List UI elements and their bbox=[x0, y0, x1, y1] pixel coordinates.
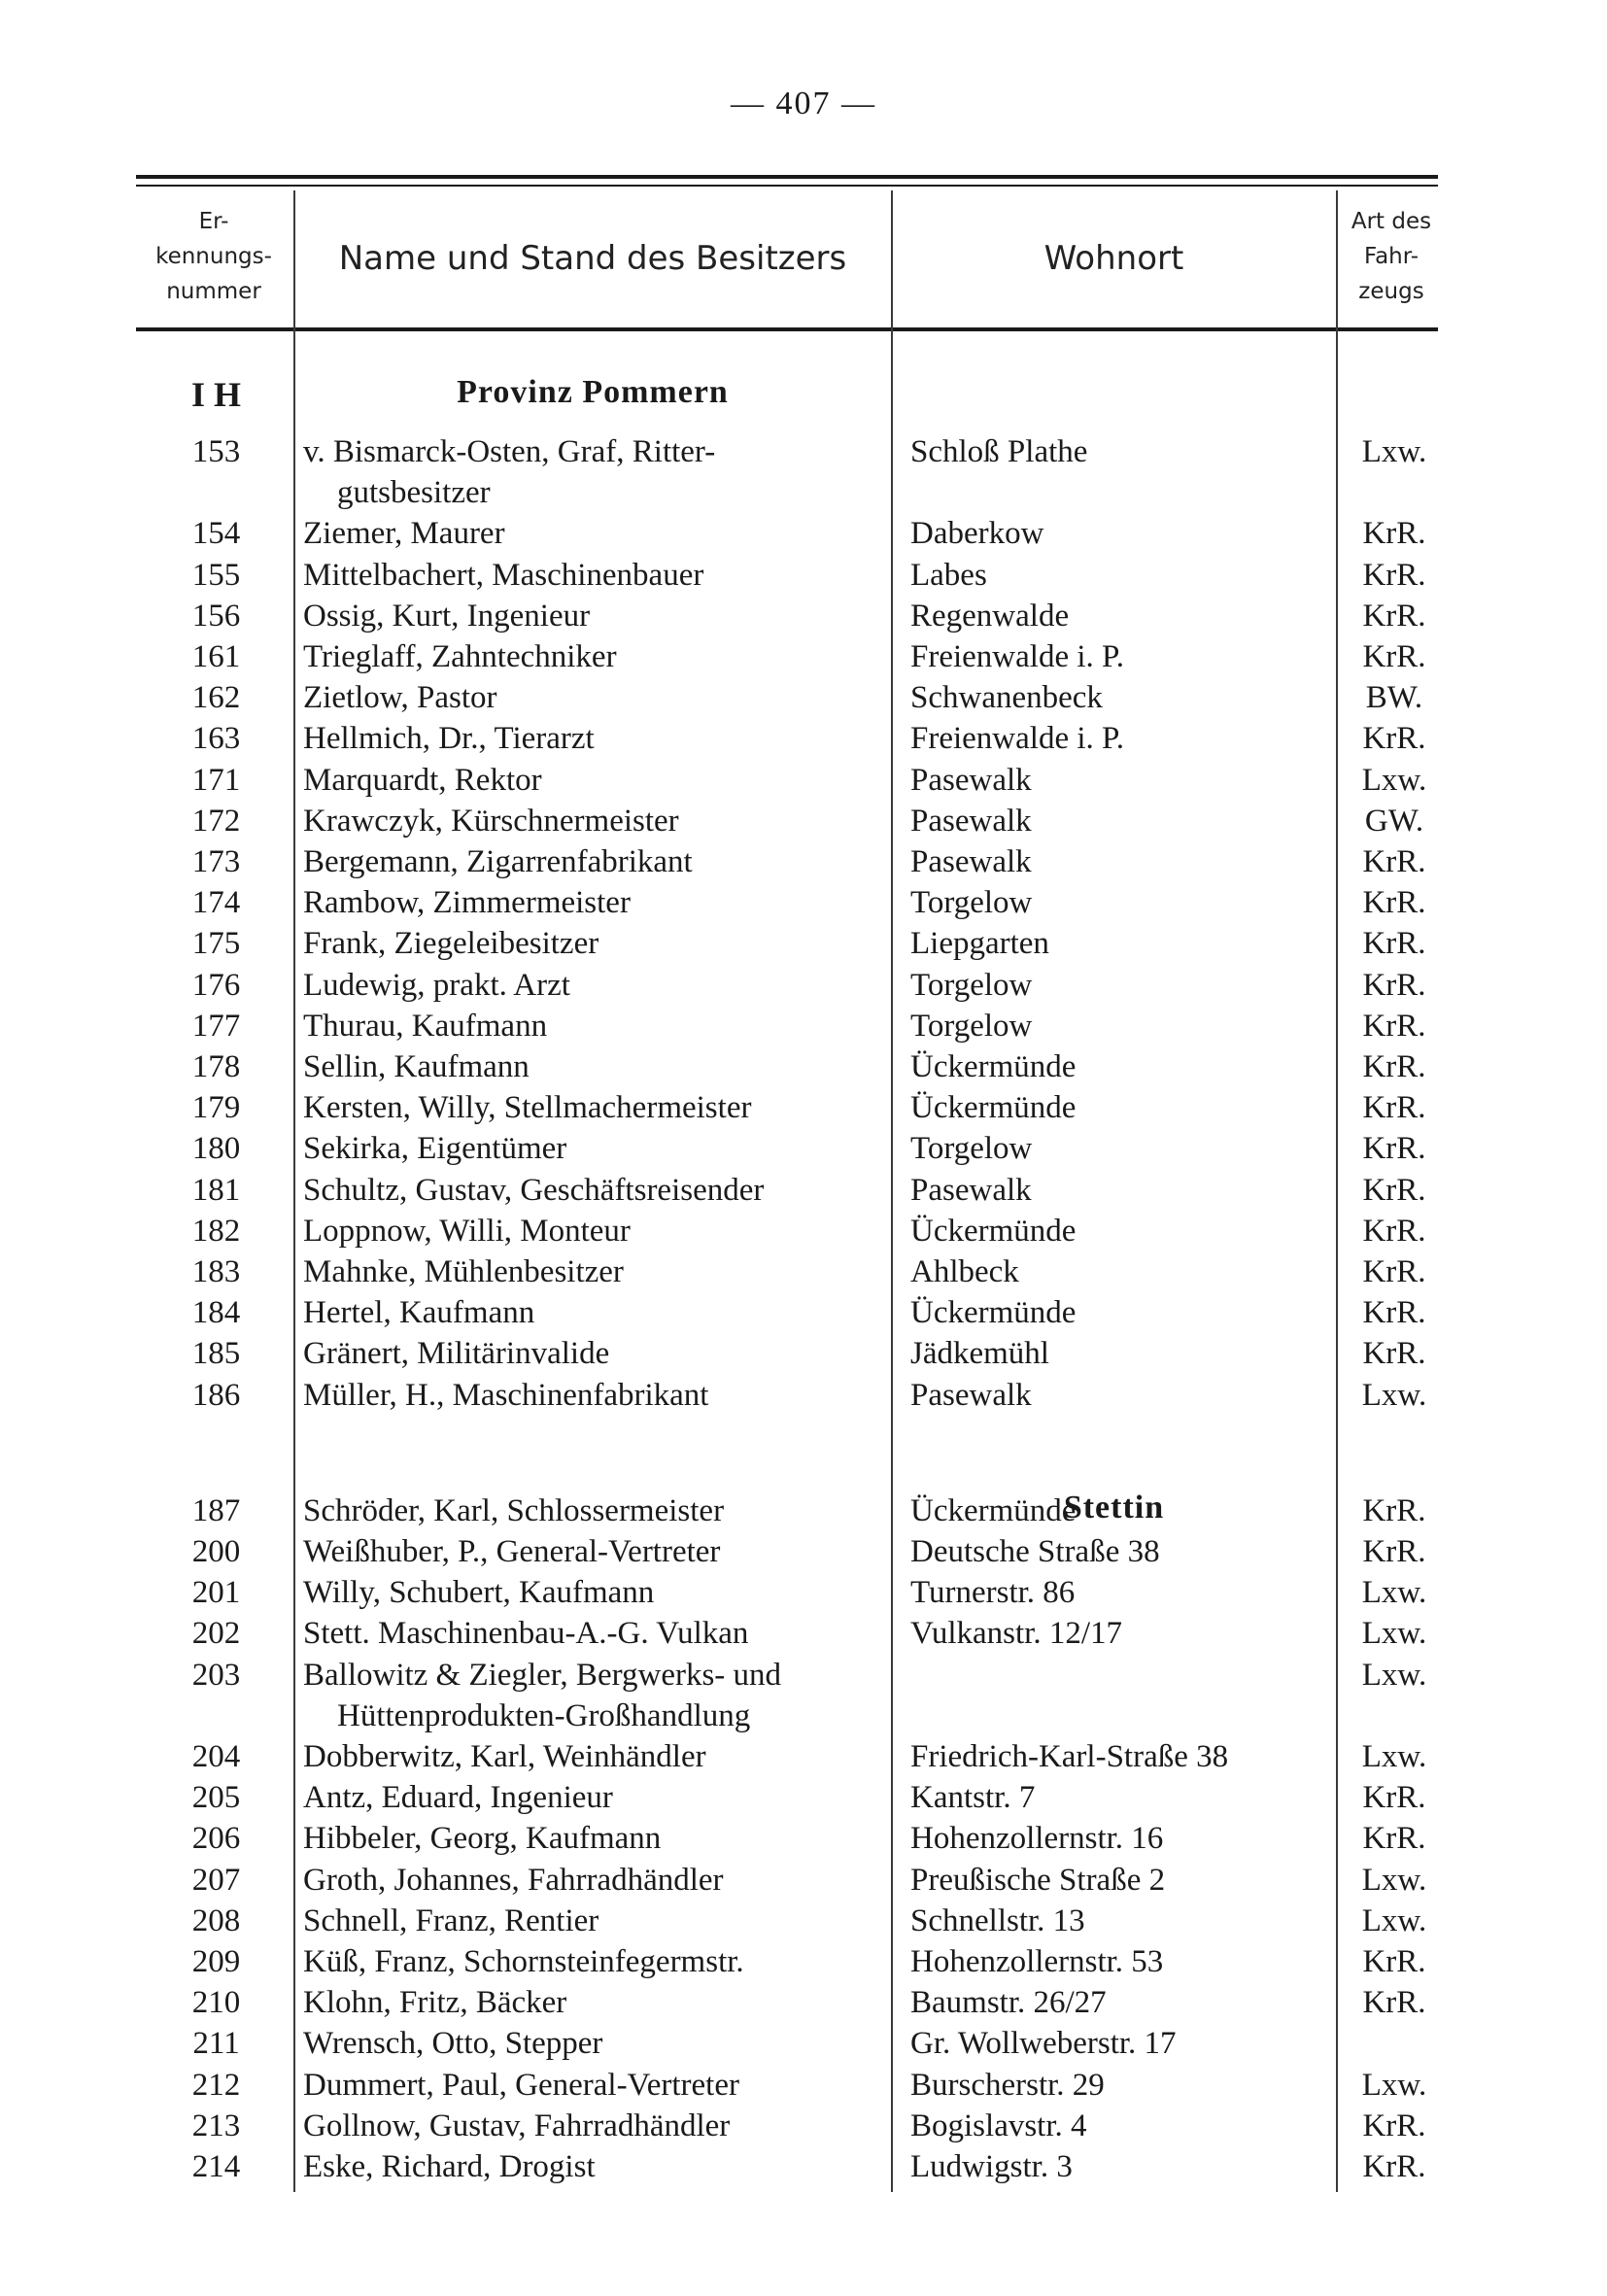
entry-number: 208 bbox=[191, 1903, 241, 1938]
column-header-number-line: Er- bbox=[198, 209, 229, 234]
table-row bbox=[0, 1982, 1607, 2023]
table-row bbox=[0, 2065, 1607, 2106]
entry-number: 163 bbox=[191, 721, 241, 756]
entry-number: 211 bbox=[192, 2026, 240, 2061]
table-row bbox=[0, 718, 1607, 759]
entry-number: 176 bbox=[191, 968, 241, 1003]
residence: Pasewalk bbox=[910, 763, 1032, 798]
vehicle-type: KrR. bbox=[1362, 1131, 1426, 1166]
header-bottom-rule bbox=[136, 327, 1438, 331]
table-row bbox=[0, 1531, 1607, 1572]
residence: Hohenzollernstr. 16 bbox=[910, 1821, 1164, 1856]
table-row bbox=[0, 1901, 1607, 1941]
entry-number: 201 bbox=[191, 1575, 241, 1610]
owner-name: Trieglaff, Zahntechniker bbox=[303, 639, 617, 674]
residence: Labes bbox=[910, 558, 987, 593]
table-row bbox=[0, 882, 1607, 923]
residence: Torgelow bbox=[910, 885, 1033, 920]
owner-name: Schröder, Karl, Schlossermeister bbox=[303, 1493, 725, 1528]
residence: Deutsche Straße 38 bbox=[910, 1534, 1160, 1569]
column-header-vehicle-line: Fahr- bbox=[1363, 244, 1419, 269]
table-row bbox=[0, 2106, 1607, 2146]
entry-number: 178 bbox=[191, 1049, 241, 1084]
entry-number: 187 bbox=[191, 1493, 241, 1528]
column-header-owner: Name und Stand des Besitzers bbox=[338, 239, 847, 278]
table-row bbox=[0, 431, 1607, 472]
entry-number: 204 bbox=[191, 1739, 241, 1774]
column-header-number-line: nummer bbox=[166, 279, 261, 304]
table-row bbox=[0, 965, 1607, 1006]
table-row bbox=[0, 1251, 1607, 1292]
column-header-number bbox=[136, 204, 291, 309]
owner-name: Mahnke, Mühlenbesitzer bbox=[303, 1254, 624, 1289]
owner-name: Weißhuber, P., General-Vertreter bbox=[303, 1534, 721, 1569]
residence: Ückermünde bbox=[910, 1049, 1077, 1084]
residence: Baumstr. 26/27 bbox=[910, 1985, 1107, 2020]
section-title-province: Provinz Pommern bbox=[457, 374, 729, 410]
table-row bbox=[0, 1170, 1607, 1211]
table-row bbox=[0, 2146, 1607, 2187]
vehicle-type: KrR. bbox=[1362, 1295, 1426, 1330]
owner-name: Gränert, Militärinvalide bbox=[303, 1336, 610, 1371]
entry-number: 162 bbox=[191, 680, 241, 715]
owner-name: Müller, H., Maschinenfabrikant bbox=[303, 1378, 709, 1413]
owner-name: Willy, Schubert, Kaufmann bbox=[303, 1575, 655, 1610]
owner-name: Ziemer, Maurer bbox=[303, 516, 505, 551]
entry-number: 213 bbox=[191, 2108, 241, 2143]
column-header-number-line: kennungs- bbox=[155, 244, 272, 269]
top-rule-thick bbox=[136, 175, 1438, 179]
vehicle-type: Lxw. bbox=[1361, 1378, 1427, 1413]
vehicle-type: KrR. bbox=[1362, 926, 1426, 961]
table-row bbox=[0, 1087, 1607, 1128]
table-row bbox=[0, 1046, 1607, 1087]
entry-number: 172 bbox=[191, 804, 241, 839]
entry-number: 180 bbox=[191, 1131, 241, 1166]
residence: Jädkemühl bbox=[910, 1336, 1049, 1371]
residence: Ückermünde bbox=[910, 1214, 1077, 1249]
table-row bbox=[0, 1941, 1607, 1982]
table-row bbox=[0, 596, 1607, 636]
residence: Torgelow bbox=[910, 1131, 1033, 1166]
entry-number: 209 bbox=[191, 1944, 241, 1979]
owner-name-continuation: gutsbesitzer bbox=[337, 475, 491, 510]
entry-number: 161 bbox=[191, 639, 241, 674]
table-row bbox=[0, 841, 1607, 882]
owner-name: Ludewig, prakt. Arzt bbox=[303, 968, 570, 1003]
vehicle-type: KrR. bbox=[1362, 1780, 1426, 1815]
residence: Freienwalde i. P. bbox=[910, 639, 1124, 674]
vehicle-type: Lxw. bbox=[1361, 1658, 1427, 1693]
entry-number: 210 bbox=[191, 1985, 241, 2020]
table-row bbox=[0, 1292, 1607, 1333]
entry-number: 156 bbox=[191, 599, 241, 634]
entry-number: 182 bbox=[191, 1214, 241, 1249]
entry-number: 183 bbox=[191, 1254, 241, 1289]
vehicle-type: KrR. bbox=[1362, 885, 1426, 920]
vehicle-type: KrR. bbox=[1362, 968, 1426, 1003]
residence: Torgelow bbox=[910, 968, 1033, 1003]
table-row bbox=[0, 923, 1607, 964]
owner-name: Hertel, Kaufmann bbox=[303, 1295, 535, 1330]
entry-number: 173 bbox=[191, 844, 241, 879]
entry-number: 206 bbox=[191, 1821, 241, 1856]
owner-name: Thurau, Kaufmann bbox=[303, 1009, 548, 1044]
table-row bbox=[0, 1777, 1607, 1818]
residence: Gr. Wollweberstr. 17 bbox=[910, 2026, 1177, 2061]
table-row bbox=[0, 1375, 1607, 1416]
vehicle-type: KrR. bbox=[1362, 1254, 1426, 1289]
owner-name: Zietlow, Pastor bbox=[303, 680, 497, 715]
table-row bbox=[0, 1128, 1607, 1169]
entry-number: 177 bbox=[191, 1009, 241, 1044]
vehicle-type: KrR. bbox=[1362, 599, 1426, 634]
owner-name: Gollnow, Gustav, Fahrradhändler bbox=[303, 2108, 731, 2143]
residence: Ückermünde bbox=[910, 1090, 1077, 1125]
vehicle-type: KrR. bbox=[1362, 1009, 1426, 1044]
owner-name: Eske, Richard, Drogist bbox=[303, 2149, 596, 2184]
residence: Torgelow bbox=[910, 1009, 1033, 1044]
vehicle-type: KrR. bbox=[1362, 2149, 1426, 2184]
entry-number: 214 bbox=[191, 2149, 241, 2184]
vehicle-type: KrR. bbox=[1362, 1090, 1426, 1125]
vehicle-type: KrR. bbox=[1362, 639, 1426, 674]
owner-name: Ballowitz & Ziegler, Bergwerks- und bbox=[303, 1658, 782, 1693]
vehicle-type: KrR. bbox=[1362, 1985, 1426, 2020]
owner-name: Rambow, Zimmermeister bbox=[303, 885, 631, 920]
table-row bbox=[0, 513, 1607, 554]
owner-name: Bergemann, Zigarrenfabrikant bbox=[303, 844, 693, 879]
table-row bbox=[0, 1211, 1607, 1251]
table-row bbox=[0, 1655, 1607, 1696]
vehicle-type: KrR. bbox=[1362, 1214, 1426, 1249]
owner-name: v. Bismarck-Osten, Graf, Ritter- bbox=[303, 434, 716, 469]
owner-name: Schnell, Franz, Rentier bbox=[303, 1903, 599, 1938]
owner-name: Frank, Ziegeleibesitzer bbox=[303, 926, 599, 961]
vehicle-type: KrR. bbox=[1362, 2108, 1426, 2143]
vehicle-type: KrR. bbox=[1362, 1336, 1426, 1371]
column-header-vehicle-line: zeugs bbox=[1358, 279, 1424, 304]
entry-number: 184 bbox=[191, 1295, 241, 1330]
table-row bbox=[0, 1006, 1607, 1046]
owner-name: Antz, Eduard, Ingenieur bbox=[303, 1780, 613, 1815]
vehicle-type: GW. bbox=[1364, 804, 1424, 839]
vehicle-type: Lxw. bbox=[1361, 1616, 1427, 1651]
entry-number: 186 bbox=[191, 1378, 241, 1413]
section-code: I H bbox=[190, 375, 241, 414]
residence: Friedrich-Karl-Straße 38 bbox=[910, 1739, 1229, 1774]
entry-number: 202 bbox=[191, 1616, 241, 1651]
owner-name: Klohn, Fritz, Bäcker bbox=[303, 1985, 567, 2020]
entry-number: 153 bbox=[191, 434, 241, 469]
residence: Pasewalk bbox=[910, 1173, 1032, 1208]
residence: Preußische Straße 2 bbox=[910, 1863, 1166, 1898]
entry-number: 181 bbox=[191, 1173, 241, 1208]
vehicle-type: Lxw. bbox=[1361, 1575, 1427, 1610]
vehicle-type: Lxw. bbox=[1361, 1863, 1427, 1898]
residence: Regenwalde bbox=[910, 599, 1070, 634]
entry-number: 175 bbox=[191, 926, 241, 961]
entry-number: 155 bbox=[191, 558, 241, 593]
owner-name: Sekirka, Eigentümer bbox=[303, 1131, 567, 1166]
top-rule-thin bbox=[136, 185, 1438, 187]
vehicle-type: KrR. bbox=[1362, 1534, 1426, 1569]
page-number: — 407 — bbox=[731, 86, 876, 121]
residence: Liepgarten bbox=[910, 926, 1049, 961]
vehicle-type: Lxw. bbox=[1361, 1903, 1427, 1938]
section-title-city: Stettin bbox=[1063, 1490, 1165, 1525]
entry-number: 185 bbox=[191, 1336, 241, 1371]
residence: Ludwigstr. 3 bbox=[910, 2149, 1073, 2184]
entry-number: 203 bbox=[191, 1658, 241, 1693]
residence: Ückermünde bbox=[910, 1493, 1077, 1528]
vehicle-type: Lxw. bbox=[1361, 434, 1427, 469]
owner-name: Stett. Maschinenbau-A.-G. Vulkan bbox=[303, 1616, 749, 1651]
owner-name: Hellmich, Dr., Tierarzt bbox=[303, 721, 595, 756]
residence: Ahlbeck bbox=[910, 1254, 1019, 1289]
owner-name: Dobberwitz, Karl, Weinhändler bbox=[303, 1739, 706, 1774]
residence: Bogislavstr. 4 bbox=[910, 2108, 1087, 2143]
table-row bbox=[0, 760, 1607, 801]
owner-name: Mittelbachert, Maschinenbauer bbox=[303, 558, 704, 593]
residence: Vulkanstr. 12/17 bbox=[910, 1616, 1123, 1651]
owner-name: Ossig, Kurt, Ingenieur bbox=[303, 599, 591, 634]
table-row bbox=[0, 1818, 1607, 1859]
table-row bbox=[0, 1860, 1607, 1901]
table-row bbox=[0, 555, 1607, 596]
residence: Schnellstr. 13 bbox=[910, 1903, 1085, 1938]
residence: Kantstr. 7 bbox=[910, 1780, 1036, 1815]
residence: Daberkow bbox=[910, 516, 1044, 551]
vehicle-type: Lxw. bbox=[1361, 1739, 1427, 1774]
residence: Freienwalde i. P. bbox=[910, 721, 1124, 756]
entry-number: 179 bbox=[191, 1090, 241, 1125]
entry-number: 171 bbox=[191, 763, 241, 798]
vehicle-type: KrR. bbox=[1362, 1821, 1426, 1856]
vehicle-type: KrR. bbox=[1362, 1049, 1426, 1084]
owner-name-continuation: Hüttenprodukten-Großhandlung bbox=[337, 1698, 751, 1733]
vehicle-type: KrR. bbox=[1362, 1493, 1426, 1528]
residence: Schwanenbeck bbox=[910, 680, 1103, 715]
owner-name: Groth, Johannes, Fahrradhändler bbox=[303, 1863, 724, 1898]
residence: Pasewalk bbox=[910, 1378, 1032, 1413]
owner-name: Hibbeler, Georg, Kaufmann bbox=[303, 1821, 662, 1856]
table-row bbox=[0, 1333, 1607, 1374]
owner-name: Kersten, Willy, Stellmachermeister bbox=[303, 1090, 752, 1125]
table-row bbox=[0, 1491, 1607, 1531]
vehicle-type: KrR. bbox=[1362, 516, 1426, 551]
residence: Hohenzollernstr. 53 bbox=[910, 1944, 1164, 1979]
vehicle-type: KrR. bbox=[1362, 844, 1426, 879]
residence: Schloß Plathe bbox=[910, 434, 1088, 469]
column-header-vehicle bbox=[1338, 204, 1445, 309]
table-row bbox=[0, 1572, 1607, 1613]
table-row bbox=[0, 677, 1607, 718]
owner-name: Wrensch, Otto, Stepper bbox=[303, 2026, 603, 2061]
column-header-vehicle-line: Art des bbox=[1351, 209, 1432, 234]
entry-number: 154 bbox=[191, 516, 241, 551]
vehicle-type: Lxw. bbox=[1361, 2068, 1427, 2103]
vehicle-type: Lxw. bbox=[1361, 763, 1427, 798]
entry-number: 212 bbox=[191, 2068, 241, 2103]
vehicle-type: KrR. bbox=[1362, 558, 1426, 593]
vehicle-type: KrR. bbox=[1362, 1173, 1426, 1208]
owner-name: Dummert, Paul, General-Vertreter bbox=[303, 2068, 739, 2103]
owner-name: Küß, Franz, Schornsteinfegermstr. bbox=[303, 1944, 744, 1979]
vehicle-type: KrR. bbox=[1362, 721, 1426, 756]
entry-number: 200 bbox=[191, 1534, 241, 1569]
residence: Pasewalk bbox=[910, 804, 1032, 839]
owner-name: Loppnow, Willi, Monteur bbox=[303, 1214, 631, 1249]
entry-number: 207 bbox=[191, 1863, 241, 1898]
table-row bbox=[0, 801, 1607, 841]
column-header-residence: Wohnort bbox=[1043, 239, 1184, 278]
owner-name: Sellin, Kaufmann bbox=[303, 1049, 530, 1084]
residence: Burscherstr. 29 bbox=[910, 2068, 1105, 2103]
table-row bbox=[0, 1613, 1607, 1654]
table-row bbox=[0, 1736, 1607, 1777]
table-row bbox=[0, 2023, 1607, 2064]
vehicle-type: BW. bbox=[1365, 680, 1423, 715]
residence: Turnerstr. 86 bbox=[910, 1575, 1076, 1610]
entry-number: 174 bbox=[191, 885, 241, 920]
table-row bbox=[0, 636, 1607, 677]
owner-name: Marquardt, Rektor bbox=[303, 763, 542, 798]
vehicle-type: KrR. bbox=[1362, 1944, 1426, 1979]
owner-name: Krawczyk, Kürschnermeister bbox=[303, 804, 679, 839]
entry-number: 205 bbox=[191, 1780, 241, 1815]
residence: Ückermünde bbox=[910, 1295, 1077, 1330]
residence: Pasewalk bbox=[910, 844, 1032, 879]
owner-name: Schultz, Gustav, Geschäftsreisender bbox=[303, 1173, 765, 1208]
